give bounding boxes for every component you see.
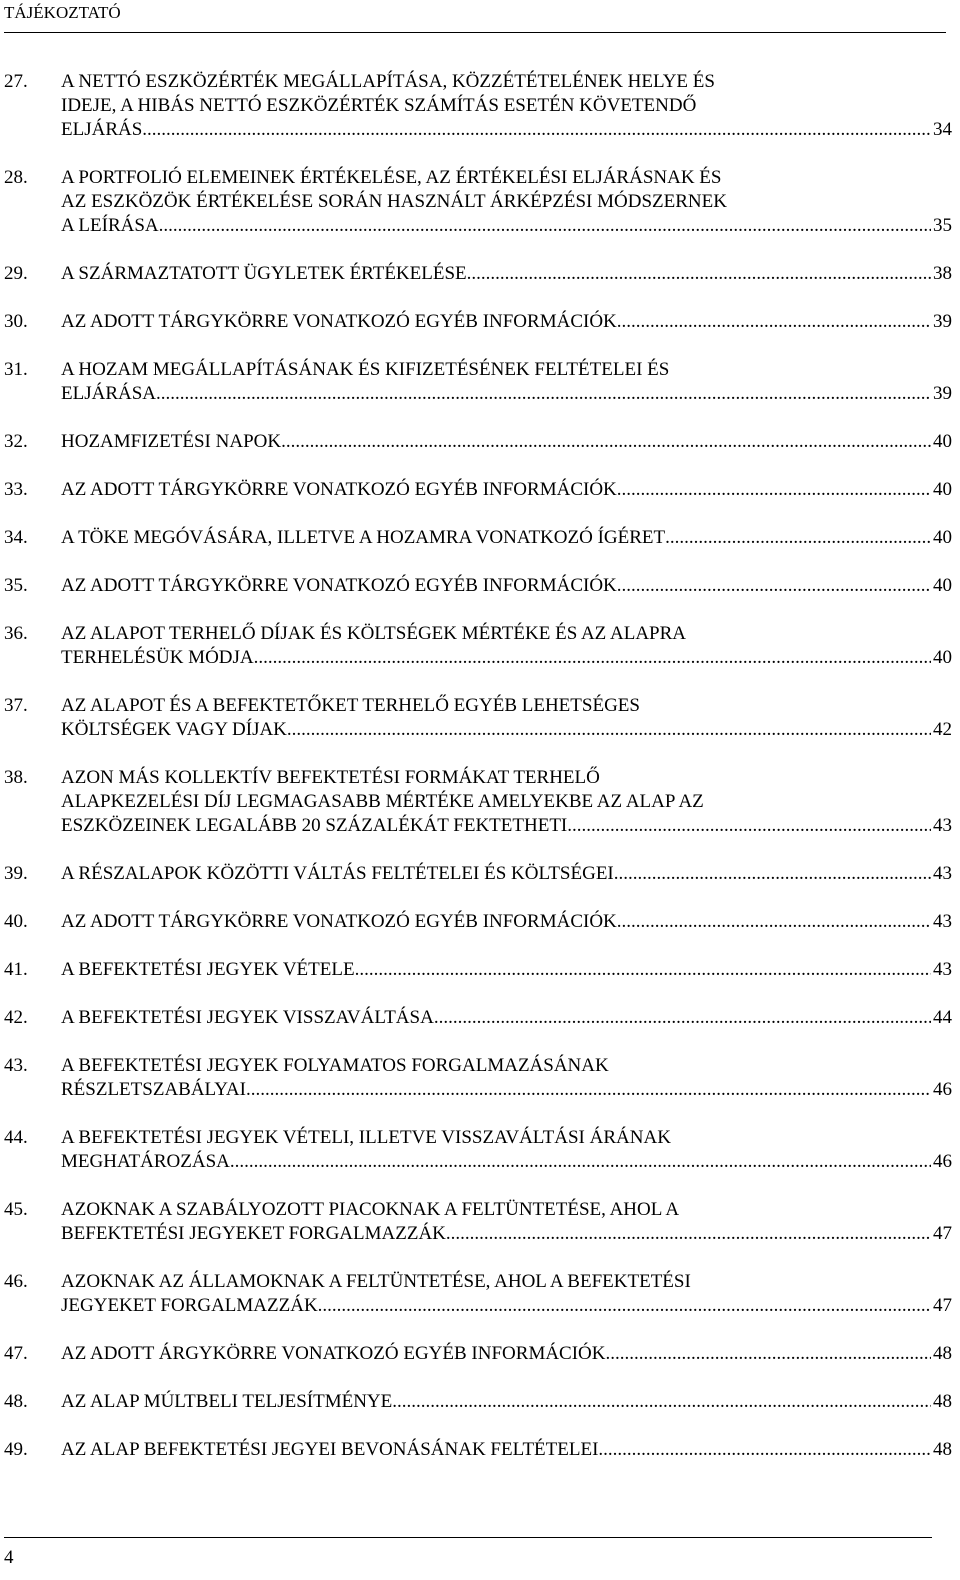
toc-entry-title-line: AZ ADOTT TÁRGYKÖRRE VONATKOZÓ EGYÉB INFORMÁCIÓK — [61, 575, 617, 596]
toc-entry-last-line — [61, 1078, 952, 1102]
toc-entry-title-line: KÖLTSÉGEK VAGY DÍJAK — [61, 719, 287, 740]
toc-entry-last-line — [61, 646, 952, 670]
toc-entry[interactable] — [4, 694, 952, 742]
dot-leader — [156, 382, 931, 406]
toc-entry-title-line: A LEÍRÁSA — [61, 215, 159, 236]
toc-entry-last-line — [61, 862, 952, 886]
toc-entry-title-line: RÉSZLETSZABÁLYAI — [61, 1079, 246, 1100]
toc-entry-title-line: A RÉSZALAPOK KÖZÖTTI VÁLTÁS FELTÉTELEI ÉS KÖLTSÉGEI — [61, 863, 614, 884]
toc-entry-last-line — [61, 1006, 952, 1030]
toc-entry-page: 39 — [933, 311, 952, 332]
header-divider — [4, 32, 946, 33]
toc-entry-page: 48 — [933, 1439, 952, 1460]
toc-entry-title-line: ALAPKEZELÉSI DÍJ LEGMAGASABB MÉRTÉKE AMELYEKBE AZ ALAP AZ — [61, 791, 704, 812]
toc-entry-last-line — [61, 118, 952, 142]
dot-leader — [446, 1222, 931, 1246]
toc-entry-page: 39 — [933, 383, 952, 404]
toc-entry-number: 37. — [4, 695, 28, 716]
toc-entry-title-line: AZOKNAK AZ ÁLLAMOKNAK A FELTÜNTETÉSE, AHOL A BEFEKTETÉSI — [61, 1271, 691, 1292]
toc-entry-title-line: ESZKÖZEINEK LEGALÁBB 20 SZÁZALÉKÁT FEKTETHETI — [61, 815, 568, 836]
toc-entry-number: 29. — [4, 263, 28, 284]
toc-entry-page: 38 — [933, 263, 952, 284]
toc-entry-title-line: AZ ESZKÖZÖK ÉRTÉKELÉSE SORÁN HASZNÁLT ÁRKÉPZÉSI MÓDSZERNEK — [61, 191, 727, 212]
toc-entry-last-line — [61, 1342, 952, 1366]
toc-entry-title-line: ELJÁRÁSA — [61, 383, 157, 404]
toc-entry-page: 43 — [933, 863, 952, 884]
footer-divider — [4, 1537, 932, 1538]
toc-entry-title-line: MEGHATÁROZÁSA — [61, 1151, 230, 1172]
toc-entry-number: 30. — [4, 311, 28, 332]
toc-entry-last-line — [61, 1222, 952, 1246]
toc-entry-number: 33. — [4, 479, 28, 500]
toc-entry[interactable] — [4, 430, 952, 454]
toc-entry-page: 40 — [933, 527, 952, 548]
toc-entry-last-line — [61, 1150, 952, 1174]
toc-entry-title-line: A BEFEKTETÉSI JEGYEK FOLYAMATOS FORGALMAZÁSÁNAK — [61, 1055, 609, 1076]
toc-entry[interactable] — [4, 1006, 952, 1030]
toc-entry-title-line: AZ ALAP BEFEKTETÉSI JEGYEI BEVONÁSÁNAK FELTÉTELEI — [61, 1439, 599, 1460]
toc-entry[interactable] — [4, 574, 952, 598]
toc-entry[interactable] — [4, 862, 952, 886]
toc-entry-number: 44. — [4, 1127, 28, 1148]
toc-entry-last-line — [61, 910, 952, 934]
toc-entry-last-line — [61, 1438, 952, 1462]
toc-entry-page: 40 — [933, 647, 952, 668]
toc-entry-number: 49. — [4, 1439, 28, 1460]
toc-entry-page: 40 — [933, 431, 952, 452]
dot-leader — [606, 1342, 932, 1366]
toc-entry-title-line: IDEJE, A HIBÁS NETTÓ ESZKÖZÉRTÉK SZÁMÍTÁS ESETÉN KÖVETENDŐ — [61, 95, 697, 116]
toc-entry-title-line: ELJÁRÁS — [61, 119, 143, 140]
dot-leader — [598, 1438, 931, 1462]
toc-entry-number: 40. — [4, 911, 28, 932]
toc-entry-title-line: AZ ADOTT TÁRGYKÖRRE VONATKOZÓ EGYÉB INFORMÁCIÓK — [61, 911, 617, 932]
dot-leader — [246, 1078, 931, 1102]
toc-entry-title-line: A BEFEKTETÉSI JEGYEK VÉTELI, ILLETVE VISSZAVÁLTÁSI ÁRÁNAK — [61, 1127, 671, 1148]
toc-entry-page: 46 — [933, 1079, 952, 1100]
toc-entry-page: 42 — [933, 719, 952, 740]
toc-entry[interactable] — [4, 1390, 952, 1414]
toc-entry[interactable] — [4, 622, 952, 670]
toc-entry-number: 39. — [4, 863, 28, 884]
toc-entry-number: 31. — [4, 359, 28, 380]
toc-entry-last-line — [61, 310, 952, 334]
dot-leader — [567, 814, 931, 838]
toc-entry-number: 47. — [4, 1343, 28, 1364]
dot-leader — [392, 1390, 931, 1414]
toc-entry-last-line — [61, 214, 952, 238]
toc-entry[interactable] — [4, 166, 952, 238]
toc-entry[interactable] — [4, 1438, 952, 1462]
toc-entry-title-line: A SZÁRMAZTATOTT ÜGYLETEK ÉRTÉKELÉSE — [61, 263, 467, 284]
toc-entry-page: 46 — [933, 1151, 952, 1172]
toc-entry-title-line: AZON MÁS KOLLEKTÍV BEFEKTETÉSI FORMÁKAT TERHELŐ — [61, 767, 600, 788]
dot-leader — [254, 646, 931, 670]
dot-leader — [467, 262, 931, 286]
dot-leader — [142, 118, 931, 142]
toc-entry-title-line: AZ ADOTT TÁRGYKÖRRE VONATKOZÓ EGYÉB INFORMÁCIÓK — [61, 311, 617, 332]
dot-leader — [665, 526, 931, 550]
toc-entry[interactable] — [4, 766, 952, 838]
dot-leader — [617, 478, 931, 502]
toc-entry-number: 48. — [4, 1391, 28, 1412]
toc-entry[interactable] — [4, 958, 952, 982]
toc-entry-page: 43 — [933, 959, 952, 980]
toc-entry-title-line: AZ ALAPOT TERHELŐ DÍJAK ÉS KÖLTSÉGEK MÉRTÉKE ÉS AZ ALAPRA — [61, 623, 686, 644]
toc-entry[interactable] — [4, 1198, 952, 1246]
dot-leader — [287, 718, 931, 742]
toc-entry-last-line — [61, 574, 952, 598]
toc-entry-number: 38. — [4, 767, 28, 788]
toc-entry-number: 41. — [4, 959, 28, 980]
dot-leader — [617, 574, 931, 598]
dot-leader — [355, 958, 931, 982]
toc-entry-title-line: A TÖKE MEGÓVÁSÁRA, ILLETVE A HOZAMRA VONATKOZÓ ÍGÉRET — [61, 527, 666, 548]
toc-entry-title-line: AZ ADOTT ÁRGYKÖRRE VONATKOZÓ EGYÉB INFORMÁCIÓK — [61, 1343, 606, 1364]
toc-entry-number: 35. — [4, 575, 28, 596]
dot-leader — [281, 430, 931, 454]
running-header: TÁJÉKOZTATÓ — [4, 3, 121, 22]
dot-leader — [230, 1150, 931, 1174]
toc-entry[interactable] — [4, 1054, 952, 1102]
toc-entry-page: 44 — [933, 1007, 952, 1028]
toc-entry-page: 43 — [933, 815, 952, 836]
toc-entry-number: 45. — [4, 1199, 28, 1220]
toc-entry-title-line: AZ ALAPOT ÉS A BEFEKTETŐKET TERHELŐ EGYÉB LEHETSÉGES — [61, 695, 640, 716]
toc-entry-last-line — [61, 718, 952, 742]
toc-entry-title-line: A HOZAM MEGÁLLAPÍTÁSÁNAK ÉS KIFIZETÉSÉNEK FELTÉTELEI ÉS — [61, 359, 670, 380]
dot-leader — [617, 310, 931, 334]
toc-entry-page: 35 — [933, 215, 952, 236]
toc-entry-number: 32. — [4, 431, 28, 452]
toc-entry-page: 40 — [933, 479, 952, 500]
toc-entry-title-line: A BEFEKTETÉSI JEGYEK VÉTELE — [61, 959, 355, 980]
toc-entry-page: 47 — [933, 1295, 952, 1316]
toc-entry-page: 43 — [933, 911, 952, 932]
dot-leader — [617, 910, 931, 934]
toc-entry-number: 43. — [4, 1055, 28, 1076]
toc-entry-title-line: AZ ADOTT TÁRGYKÖRRE VONATKOZÓ EGYÉB INFORMÁCIÓK — [61, 479, 617, 500]
toc-entry[interactable] — [4, 1342, 952, 1366]
toc-entry-last-line — [61, 430, 952, 454]
toc-entry-page: 47 — [933, 1223, 952, 1244]
toc-entry-last-line — [61, 958, 952, 982]
toc-entry-number: 27. — [4, 71, 28, 92]
toc-entry-last-line — [61, 262, 952, 286]
toc-entry-title-line: BEFEKTETÉSI JEGYEKET FORGALMAZZÁK — [61, 1223, 446, 1244]
dot-leader — [159, 214, 931, 238]
toc-entry-number: 28. — [4, 167, 28, 188]
toc-entry-page: 48 — [933, 1343, 952, 1364]
toc-entry[interactable] — [4, 1270, 952, 1318]
toc-entry[interactable] — [4, 310, 952, 334]
toc-entry[interactable] — [4, 910, 952, 934]
toc-entry-last-line — [61, 478, 952, 502]
toc-entry-number: 46. — [4, 1271, 28, 1292]
dot-leader — [318, 1294, 931, 1318]
toc-entry-last-line — [61, 1390, 952, 1414]
page-number: 4 — [4, 1547, 14, 1568]
toc-entry[interactable] — [4, 70, 952, 142]
toc-entry-title-line: A BEFEKTETÉSI JEGYEK VISSZAVÁLTÁSA — [61, 1007, 434, 1028]
toc-entry-number: 42. — [4, 1007, 28, 1028]
toc-entry[interactable] — [4, 1126, 952, 1174]
dot-leader — [614, 862, 931, 886]
toc-entry-page: 48 — [933, 1391, 952, 1412]
toc-entry[interactable] — [4, 478, 952, 502]
toc-entry-title-line: HOZAMFIZETÉSI NAPOK — [61, 431, 282, 452]
toc-entry-last-line — [61, 382, 952, 406]
toc-entry-title-line: AZOKNAK A SZABÁLYOZOTT PIACOKNAK A FELTÜNTETÉSE, AHOL A — [61, 1199, 680, 1220]
toc-entry-last-line — [61, 1294, 952, 1318]
toc-entry-page: 40 — [933, 575, 952, 596]
toc-entry-number: 34. — [4, 527, 28, 548]
toc-entry-title-line: TERHELÉSÜK MÓDJA — [61, 647, 254, 668]
toc-entry[interactable] — [4, 358, 952, 406]
table-of-contents — [4, 70, 952, 1486]
toc-entry[interactable] — [4, 262, 952, 286]
dot-leader — [434, 1006, 931, 1030]
toc-entry[interactable] — [4, 526, 952, 550]
toc-entry-title-line: A NETTÓ ESZKÖZÉRTÉK MEGÁLLAPÍTÁSA, KÖZZÉTÉTELÉNEK HELYE ÉS — [61, 71, 715, 92]
toc-entry-title-line: JEGYEKET FORGALMAZZÁK — [61, 1295, 318, 1316]
toc-entry-title-line: AZ ALAP MÚLTBELI TELJESÍTMÉNYE — [61, 1391, 393, 1412]
toc-entry-title-line: A PORTFOLIÓ ELEMEINEK ÉRTÉKELÉSE, AZ ÉRTÉKELÉSI ELJÁRÁSNAK ÉS — [61, 167, 722, 188]
toc-entry-page: 34 — [933, 119, 952, 140]
toc-entry-number: 36. — [4, 623, 28, 644]
toc-entry-last-line — [61, 814, 952, 838]
toc-entry-last-line — [61, 526, 952, 550]
